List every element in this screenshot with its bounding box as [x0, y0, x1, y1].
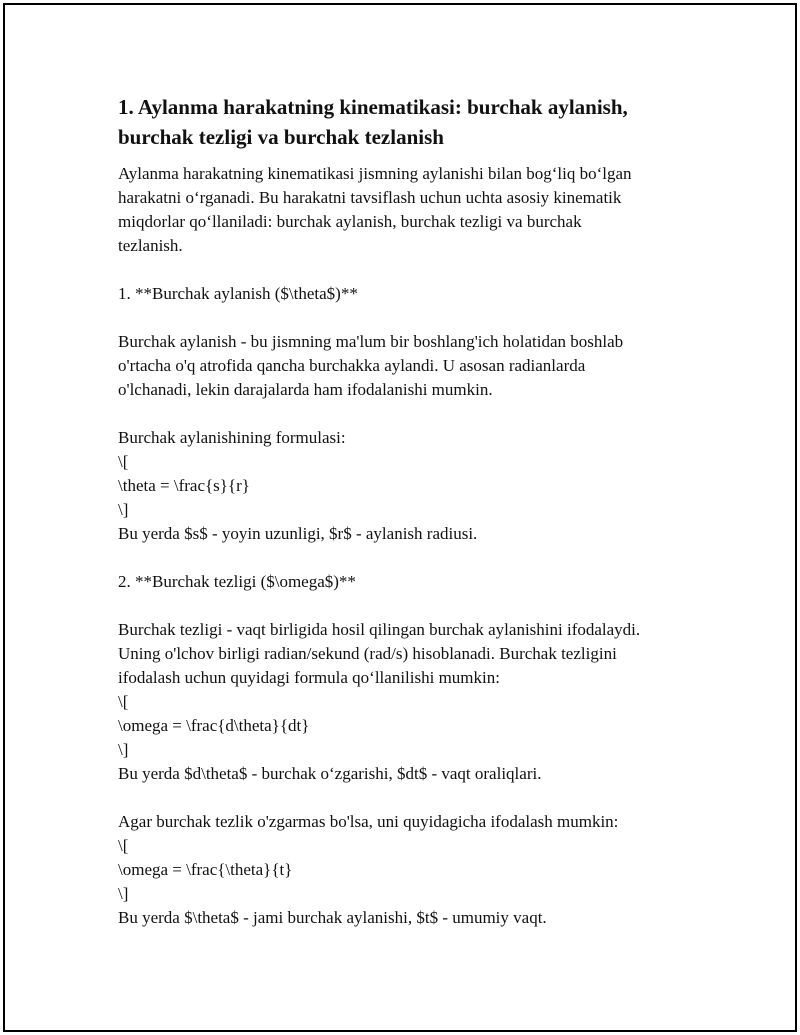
constant-line: \[: [118, 836, 129, 855]
section2-constant-block: [118, 810, 718, 930]
title-line: 1. Aylanma harakatning kinematikasi: burchak aylanish,: [118, 95, 628, 119]
title-line: burchak tezligi va burchak tezlanish: [118, 125, 444, 149]
section2-desc-line: \omega = \frac{d\theta}{dt}: [118, 716, 310, 735]
section2-desc-line: Burchak tezligi - vaqt birligida hosil qilingan burchak aylanishini ifodalaydi.: [118, 620, 641, 639]
formula-line: \[: [118, 452, 129, 471]
document-body: [118, 92, 718, 930]
section1-desc-line: Burchak aylanish - bu jismning ma'lum bir boshlang'ich holatidan boshlab: [118, 332, 624, 351]
section2-desc-line: ifodalash uchun quyidagi formula qo‘llanilishi mumkin:: [118, 668, 500, 687]
constant-line: Bu yerda $\theta$ - jami burchak aylanishi, $t$ - umumiy vaqt.: [118, 908, 547, 927]
section1-formula-block: [118, 426, 718, 546]
section2-desc-line: \]: [118, 740, 129, 759]
section2-desc-line: \[: [118, 692, 129, 711]
section1-desc-line: o'rtacha o'q atrofida qancha burchakka aylandi. U asosan radianlarda: [118, 356, 586, 375]
spacer: [118, 306, 718, 330]
spacer: [118, 786, 718, 810]
section1-description: [118, 330, 718, 402]
formula-line: Burchak aylanishining formulasi:: [118, 428, 346, 447]
section2-desc-line: Uning o'lchov birligi radian/sekund (rad/s) hisoblanadi. Burchak tezligini: [118, 644, 617, 663]
section2-desc-line: Bu yerda $d\theta$ - burchak o‘zgarishi, $dt$ - vaqt oraliqlari.: [118, 764, 542, 783]
document-title: [118, 92, 718, 152]
intro-line: harakatni o‘rganadi. Bu harakatni tavsiflash uchun uchta asosiy kinematik: [118, 188, 622, 207]
spacer: [118, 546, 718, 570]
constant-line: Agar burchak tezlik o'zgarmas bo'lsa, uni quyidagicha ifodalash mumkin:: [118, 812, 619, 831]
spacer: [118, 594, 718, 618]
intro-paragraph: [118, 162, 718, 258]
spacer: [118, 402, 718, 426]
intro-line: Aylanma harakatning kinematikasi jismning aylanishi bilan bog‘liq bo‘lgan: [118, 164, 632, 183]
section2-heading: 2. **Burchak tezligi ($\omega$)**: [118, 572, 356, 591]
section1-desc-line: o'lchanadi, lekin darajalarda ham ifodalanishi mumkin.: [118, 380, 493, 399]
constant-line: \omega = \frac{\theta}{t}: [118, 860, 293, 879]
constant-line: \]: [118, 884, 129, 903]
formula-line: Bu yerda $s$ - yoyin uzunligi, $r$ - aylanish radiusi.: [118, 524, 478, 543]
intro-line: miqdorlar qo‘llaniladi: burchak aylanish, burchak tezligi va burchak: [118, 212, 582, 231]
section2-description: [118, 618, 718, 786]
section1-heading: 1. **Burchak aylanish ($\theta$)**: [118, 284, 358, 303]
intro-line: tezlanish.: [118, 236, 183, 255]
formula-line: \theta = \frac{s}{r}: [118, 476, 250, 495]
spacer: [118, 258, 718, 282]
formula-line: \]: [118, 500, 129, 519]
